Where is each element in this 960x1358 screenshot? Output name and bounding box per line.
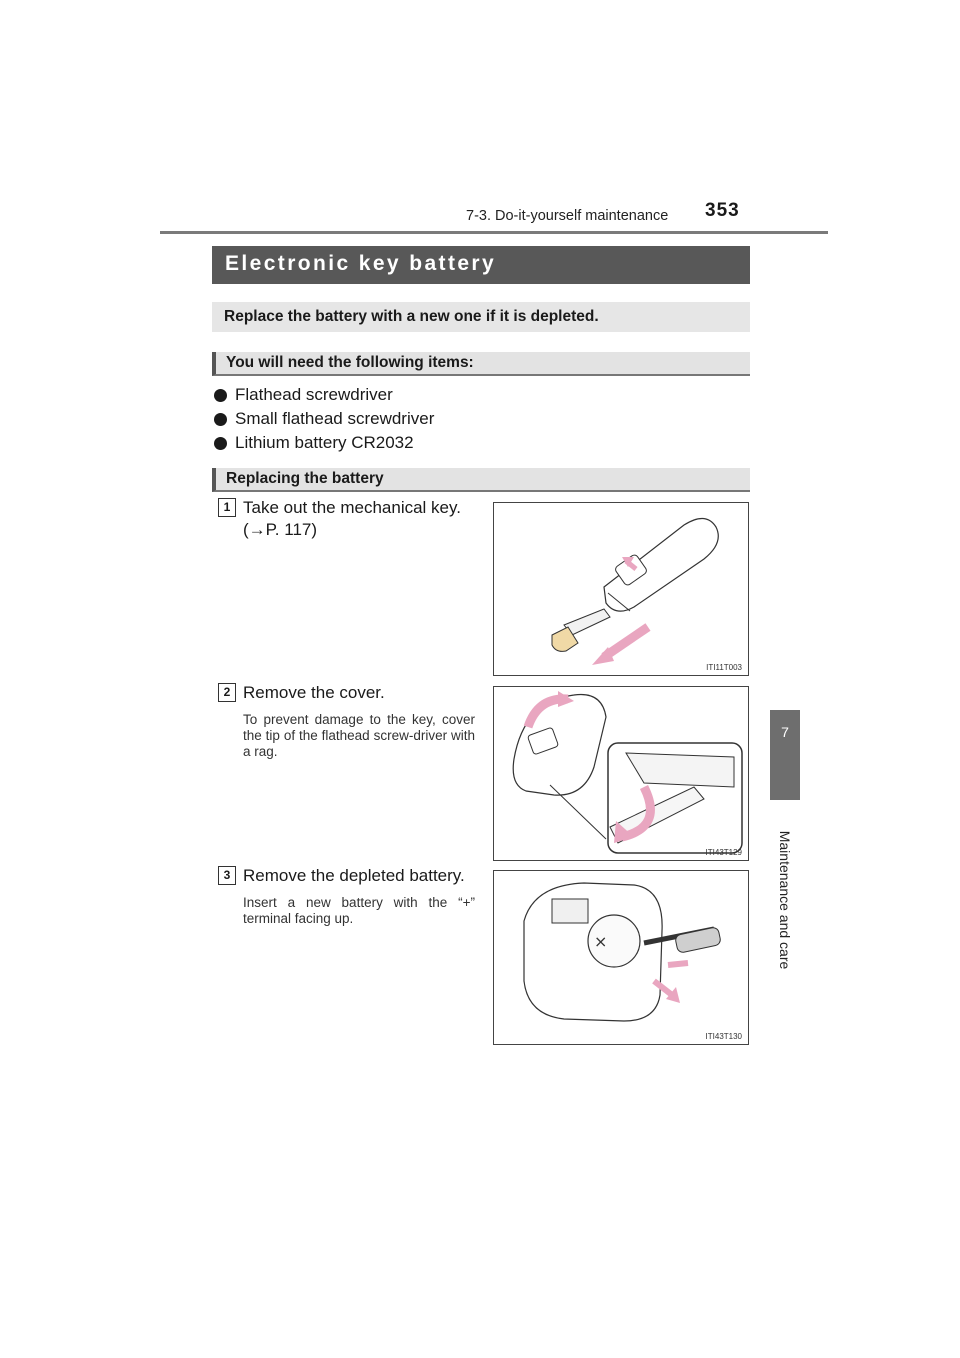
chapter-number: 7 [781, 724, 789, 740]
figure-remove-mechanical-key [493, 502, 749, 676]
steps-heading-text: Replacing the battery [226, 470, 384, 487]
chapter-tab [770, 710, 800, 800]
chapter-tab-label [770, 800, 800, 1000]
page-title: Electronic key battery [225, 252, 497, 275]
list-item-text: Small flathead screwdriver [235, 409, 435, 428]
section-title-bar [212, 246, 750, 284]
svg-text:×: × [594, 932, 608, 951]
items-heading-text: You will need the following items: [226, 354, 474, 371]
list-item [213, 409, 434, 429]
bullet-icon [214, 437, 227, 450]
intro-text: Replace the battery with a new one if it is depleted. [224, 308, 599, 325]
figure-code: ITI43T130 [705, 1032, 742, 1041]
step-number: 1 [218, 498, 236, 517]
page-number: 353 [705, 200, 740, 221]
step-number: 2 [218, 683, 236, 702]
figure-remove-battery [493, 870, 749, 1045]
step-number: 3 [218, 866, 236, 885]
step-text: Remove the depleted battery. [243, 866, 465, 885]
list-item [213, 385, 393, 405]
step-text: Take out the mechanical key. [243, 498, 461, 517]
list-item-text: Lithium battery CR2032 [235, 433, 414, 452]
figure-code: ITI11T003 [706, 663, 742, 672]
step-note: Insert a new battery with the “+” terminal facing up. [243, 895, 475, 926]
figure-remove-cover [493, 686, 749, 861]
step-note: To prevent damage to the key, cover the tip of the flathead screw-driver with a rag. [243, 712, 475, 759]
bullet-icon [214, 389, 227, 402]
figure-code: ITI43T129 [705, 848, 742, 857]
step-reference: (→P. 117) [243, 520, 318, 539]
intro-box [212, 302, 750, 332]
section-reference: 7-3. Do-it-yourself maintenance [466, 208, 669, 224]
battery-removal-illustration [494, 871, 749, 1045]
list-item-text: Flathead screwdriver [235, 385, 393, 404]
cover-removal-illustration [494, 687, 749, 861]
bullet-icon [214, 413, 227, 426]
chapter-title: Maintenance and care [777, 830, 793, 970]
list-item [213, 433, 414, 453]
steps-heading [212, 468, 750, 492]
step-text: Remove the cover. [243, 683, 385, 702]
header-rule [160, 231, 828, 234]
key-fob-key-removal-illustration [494, 503, 749, 676]
items-heading [212, 352, 750, 376]
